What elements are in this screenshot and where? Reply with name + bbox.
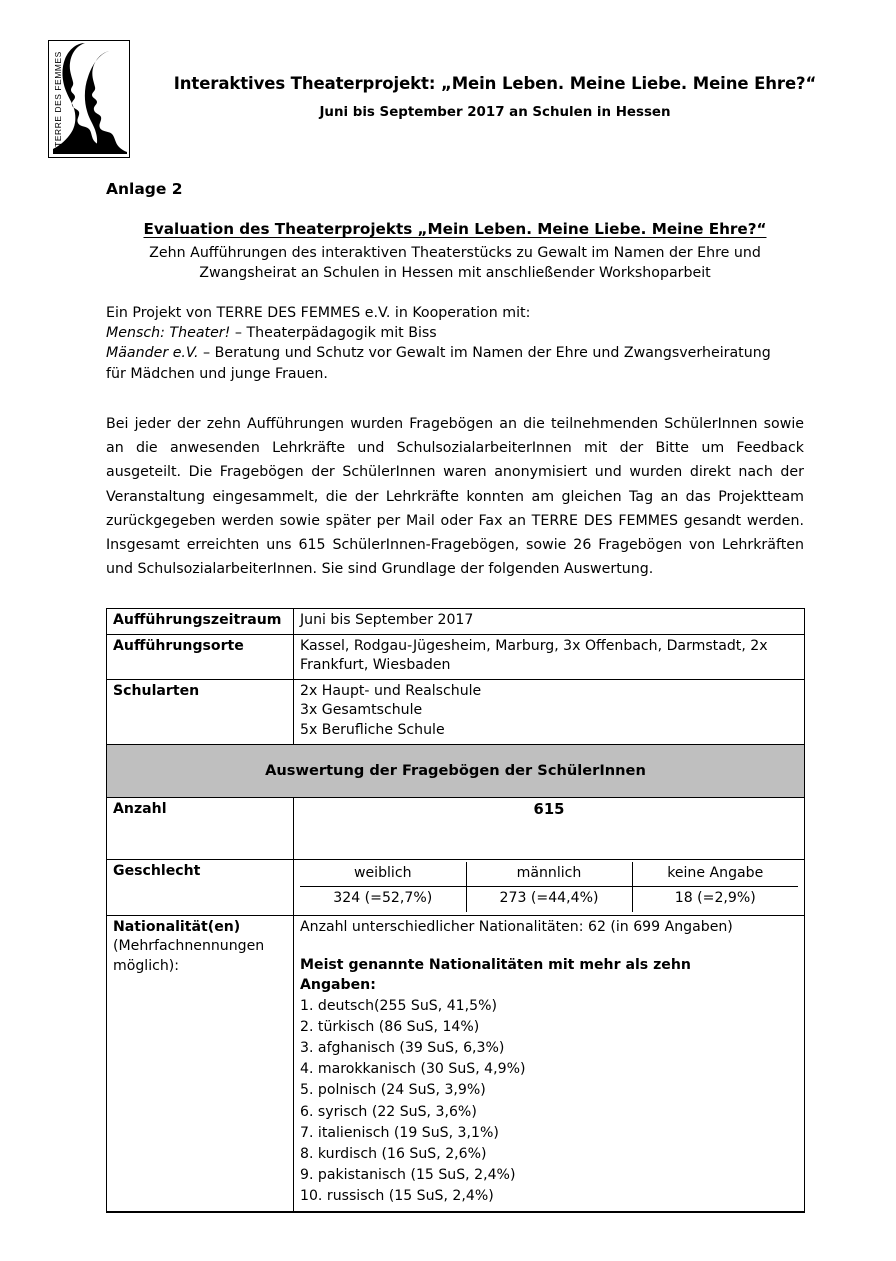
label-nationalities-note: (Mehrfachnennungen möglich): — [113, 938, 265, 974]
gender-value-no-answer: 18 (=2,9%) — [632, 887, 798, 912]
evaluation-subheading-line-1: Zehn Aufführungen des interaktiven Theaterstücks zu Gewalt im Namen der Ehre und — [149, 245, 761, 261]
label-school-types: Schularten — [107, 679, 294, 744]
nationality-item: 7. italienisch (19 SuS, 3,1%) — [300, 1124, 499, 1141]
nationality-item: 2. türkisch (86 SuS, 14%) — [300, 1018, 480, 1035]
school-type-item: 3x Gesamtschule — [300, 702, 423, 719]
table-row-count — [107, 797, 805, 859]
nationality-item: 3. afghanisch (39 SuS, 6,3%) — [300, 1039, 505, 1056]
gender-value-female: 324 (=52,7%) — [300, 887, 466, 912]
label-gender: Geschlecht — [107, 859, 294, 915]
label-count: Anzahl — [107, 797, 294, 859]
gender-value-male: 273 (=44,4%) — [466, 887, 632, 912]
partners-line-1: Ein Projekt von TERRE DES FEMMES e.V. in Kooperation mit: — [106, 305, 531, 321]
section-band-title: Auswertung der Fragebögen der SchülerInnen — [107, 744, 805, 797]
value-performance-period: Juni bis September 2017 — [294, 609, 805, 635]
table-row-nationalities — [107, 915, 805, 1211]
label-nationalities-main: Nationalität(en) — [113, 918, 241, 935]
label-performance-locations: Aufführungsorte — [107, 634, 294, 679]
gender-breakdown-table — [300, 862, 798, 912]
partner-name-mensch-theater: Mensch: Theater! — [106, 325, 231, 342]
project-partners — [106, 303, 804, 384]
value-nationalities — [294, 915, 805, 1211]
table-row-performance-locations — [107, 634, 805, 679]
evaluation-heading: Evaluation des Theaterprojekts „Mein Leben. Meine Liebe. Meine Ehre?“ — [143, 220, 767, 238]
intro-paragraph: Bei jeder der zehn Aufführungen wurden Fragebögen an die teilnehmenden SchülerInnen sowie an die anwesenden Lehrkräfte und SchulsozialarbeiterInnen mit der Bitte um Feedback ausgeteilt. Die Fragebögen der SchülerInnen waren anonymisiert und wurden direkt nach der Veranstaltung eingesammelt, die der Lehrkräfte konnten am gleichen Tag an das Projektteam zurückgegeben werden sowie später per Mail oder Fax an TERRE DES FEMMES gesandt werden. Insgesamt erreichten uns 615 SchülerInnen-Fragebögen, sowie 26 Fragebögen von Lehrkräften und SchulsozialarbeiterInnen. Sie sind Grundlage der folgenden Auswertung. — [106, 416, 804, 578]
partner-desc-mensch-theater: – Theaterpädagogik mit Biss — [230, 325, 437, 342]
partner-desc-maeander: – Beratung und Schutz vor Gewalt im Namen der Ehre und Zwangsverheiratung — [198, 345, 771, 362]
nationalities-intro: Anzahl unterschiedlicher Nationalitäten: 62 (in 699 Angaben) — [300, 918, 733, 935]
nationalities-list-heading-line-1: Meist genannte Nationalitäten mit mehr als zehn — [300, 957, 691, 974]
label-nationalities — [107, 915, 294, 1211]
nationality-item: 5. polnisch (24 SuS, 3,9%) — [300, 1082, 486, 1099]
document-title: Interaktives Theaterprojekt: „Mein Leben. Meine Liebe. Meine Ehre?“ — [173, 74, 817, 93]
nationality-item: 1. deutsch(255 SuS, 41,5%) — [300, 997, 497, 1014]
terre-des-femmes-logo — [48, 40, 130, 158]
gender-column-header-male: männlich — [466, 862, 632, 887]
attachment-label: Anlage 2 — [106, 180, 183, 198]
value-count: 615 — [294, 797, 805, 859]
evaluation-table-wrapper — [106, 608, 804, 1213]
evaluation-subheading — [106, 243, 804, 283]
document-subtitle: Juni bis September 2017 an Schulen in Hessen — [319, 104, 671, 120]
gender-breakdown-cell — [294, 859, 805, 915]
partners-line-2 — [106, 323, 804, 343]
nationalities-spacer — [300, 937, 798, 956]
table-row-performance-period — [107, 609, 805, 635]
partners-line-4: für Mädchen und junge Frauen. — [106, 365, 328, 382]
gender-header-row — [300, 862, 798, 887]
evaluation-subheading-line-2: Zwangsheirat an Schulen in Hessen mit anschließender Workshoparbeit — [199, 265, 711, 281]
value-school-types — [294, 679, 805, 744]
value-performance-locations: Kassel, Rodgau-Jügesheim, Marburg, 3x Offenbach, Darmstadt, 2x Frankfurt, Wiesbaden — [294, 634, 805, 679]
nationality-item: 10. russisch (15 SuS, 2,4%) — [300, 1188, 494, 1205]
table-row-section-band — [107, 744, 805, 797]
evaluation-table — [106, 608, 805, 1213]
label-performance-period: Aufführungszeitraum — [107, 609, 294, 635]
gender-column-header-female: weiblich — [300, 862, 466, 887]
school-type-item: 5x Berufliche Schule — [300, 721, 445, 738]
school-type-item: 2x Haupt- und Realschule — [300, 682, 482, 699]
header-text — [140, 74, 850, 121]
logo-faces-icon — [49, 41, 128, 156]
table-row-school-types — [107, 679, 805, 744]
nationality-item: 9. pakistanisch (15 SuS, 2,4%) — [300, 1167, 516, 1184]
nationality-item: 4. marokkanisch (30 SuS, 4,9%) — [300, 1061, 526, 1078]
partners-line-3 — [106, 343, 804, 363]
document-header — [0, 34, 896, 154]
table-row-gender — [107, 859, 805, 915]
gender-column-header-no-answer: keine Angabe — [632, 862, 798, 887]
gender-value-row — [300, 887, 798, 912]
logo-brand-text: TERRE DES FEMMES — [53, 51, 63, 147]
nationality-item: 8. kurdisch (16 SuS, 2,6%) — [300, 1145, 487, 1162]
nationalities-list — [300, 996, 798, 1208]
nationalities-list-heading-line-2: Angaben: — [300, 976, 376, 993]
partner-name-maeander: Mäander e.V. — [106, 345, 199, 362]
nationality-item: 6. syrisch (22 SuS, 3,6%) — [300, 1103, 477, 1120]
